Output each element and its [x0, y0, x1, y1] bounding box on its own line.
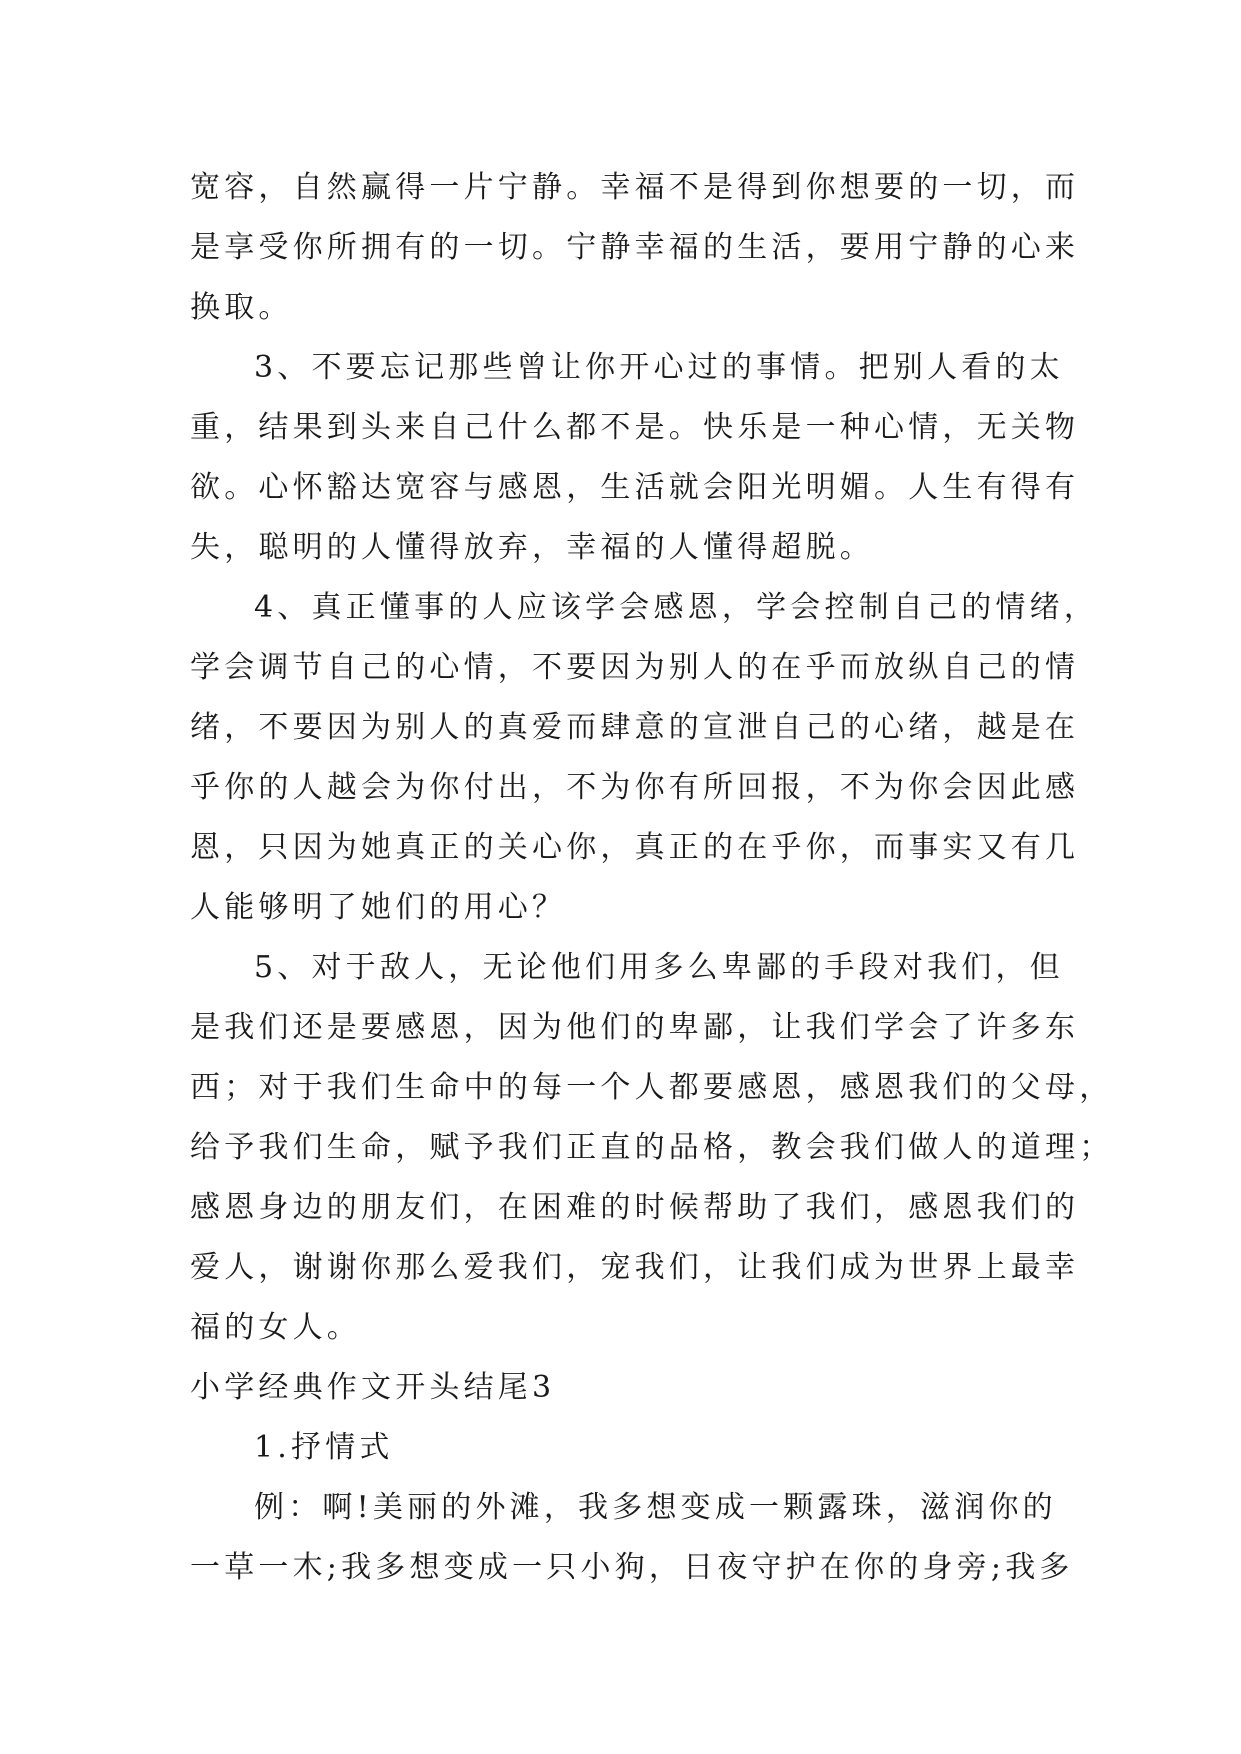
subsection-heading: 1.抒情式 [254, 1430, 394, 1465]
text-line: 是我们还是要感恩，因为他们的卑鄙，让我们学会了许多东 [190, 1010, 1080, 1045]
text-line: 西；对于我们生命中的每一个人都要感恩，感恩我们的父母， [190, 1070, 1114, 1105]
text-line: 是享受你所拥有的一切。宁静幸福的生活，要用宁静的心来 [190, 230, 1080, 265]
text-line: 人能够明了她们的用心？ [190, 890, 567, 925]
section-heading: 小学经典作文开头结尾3 [190, 1370, 556, 1405]
text-line: 福的女人。 [190, 1310, 361, 1345]
text-line: 宽容，自然赢得一片宁静。幸福不是得到你想要的一切，而 [190, 170, 1080, 205]
text-line: 绪，不要因为别人的真爱而肆意的宣泄自己的心绪，越是在 [190, 710, 1080, 745]
text-line: 换取。 [190, 290, 293, 325]
text-line: 一草一木;我多想变成一只小狗，日夜守护在你的身旁;我多 [190, 1550, 1074, 1585]
document-body [190, 158, 1114, 1598]
text-line: 失，聪明的人懂得放弃，幸福的人懂得超脱。 [190, 530, 874, 565]
text-line: 重，结果到头来自己什么都不是。快乐是一种心情，无关物 [190, 410, 1080, 445]
text-line: 爱人，谢谢你那么爱我们，宠我们，让我们成为世界上最幸 [190, 1250, 1080, 1285]
text-line: 恩，只因为她真正的关心你，真正的在乎你，而事实又有几 [190, 830, 1080, 865]
text-line: 欲。心怀豁达宽容与感恩，生活就会阳光明媚。人生有得有 [190, 470, 1080, 505]
text-line: 给予我们生命，赋予我们正直的品格，教会我们做人的道理； [190, 1130, 1114, 1165]
text-line: 3、不要忘记那些曾让你开心过的事情。把别人看的太 [254, 350, 1064, 385]
text-line: 学会调节自己的心情，不要因为别人的在乎而放纵自己的情 [190, 650, 1080, 685]
text-line: 乎你的人越会为你付出，不为你有所回报，不为你会因此感 [190, 770, 1080, 805]
text-line: 4、真正懂事的人应该学会感恩，学会控制自己的情绪， [254, 590, 1099, 625]
text-line: 5、对于敌人，无论他们用多么卑鄙的手段对我们，但 [254, 950, 1064, 985]
text-line: 例：啊!美丽的外滩，我多想变成一颗露珠，滋润你的 [254, 1490, 1057, 1525]
text-line: 感恩身边的朋友们，在困难的时候帮助了我们，感恩我们的 [190, 1190, 1080, 1225]
